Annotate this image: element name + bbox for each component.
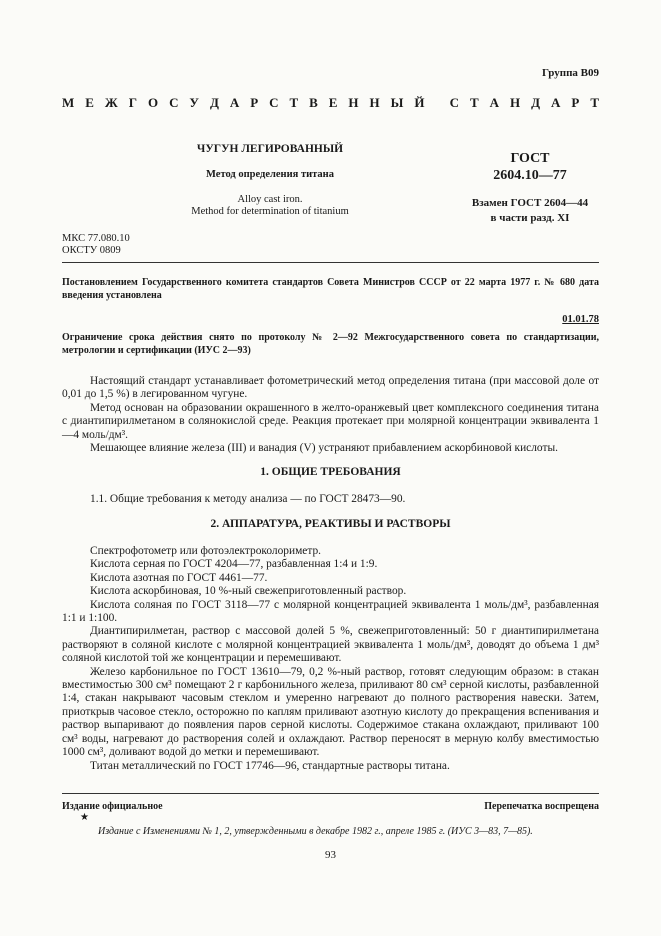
- standard-title-letter: Т: [289, 95, 299, 110]
- standard-title-letter: У: [189, 95, 199, 110]
- official-edition-label: Издание официальное: [62, 801, 163, 812]
- group-code: Группа В09: [541, 67, 599, 79]
- standard-title-letter: Д: [531, 95, 541, 110]
- intro-paragraph: Мешающее влияние железа (III) и ванадия (V) устраняют прибавлением аскорбиновой кислоты.: [90, 442, 558, 455]
- standard-title-letter: Е: [85, 95, 94, 110]
- title-block: [140, 143, 400, 218]
- edition-note: Издание с Изменениями № 1, 2, утвержденными в декабре 1982 г., апреле 1985 г. (ИУС 3—83, 7—85).: [98, 826, 533, 837]
- section2-item: Диантипирилметан, раствор с массовой долей 5 %, свежеприготовленный: 50 г диантипирилметана растворяют в соляной кислоте с молярной концентрацией эквивалента 1 моль/дм³, доводят до объема 1 дм³ соляной кислотой той же концентрации и перемешивают.: [62, 625, 599, 665]
- standard-title-letter: С: [449, 95, 460, 110]
- section1-text: [62, 493, 599, 506]
- star-icon: ★: [80, 812, 89, 823]
- standard-title-letter: В: [309, 95, 318, 110]
- standard-title-letter: Ж: [104, 95, 118, 110]
- standard-title-letter: Т: [590, 95, 599, 110]
- standard-title-letter: [435, 95, 438, 111]
- section1-heading: 1. ОБЩИЕ ТРЕБОВАНИЯ: [260, 466, 401, 478]
- section2-list: [62, 545, 599, 773]
- standard-title-letter: Т: [470, 95, 479, 110]
- standard-title-letter: М: [62, 95, 75, 110]
- standard-title: [62, 95, 599, 111]
- footer-divider: [62, 793, 599, 794]
- standard-title-letter: С: [169, 95, 179, 110]
- gost-number: 2604.10—77: [493, 168, 567, 183]
- gost-block: [430, 150, 630, 226]
- intro-section: [62, 375, 599, 455]
- standard-title-letter: А: [489, 95, 500, 110]
- standard-title-letter: Г: [128, 95, 137, 110]
- intro-paragraph: Метод основан на образовании окрашенного в желто-оранжевый цвет комплексного соединения титана с диантипирилметаном в солянокислой среде. Реакция протекает при молярной концентрации эквивалента 1—4 моль/дм³.: [62, 401, 599, 441]
- header-divider: [62, 262, 599, 263]
- english-title-line2: Method for determination of titanium: [191, 206, 349, 217]
- standard-title-letter: Р: [571, 95, 580, 110]
- standard-title-letter: А: [229, 95, 240, 110]
- standard-title-letter: Й: [414, 95, 425, 110]
- standard-title-letter: Ы: [390, 95, 404, 110]
- standard-title-letter: Н: [510, 95, 521, 110]
- intro-paragraph: Настоящий стандарт устанавливает фотометрический метод определения титана (при массовой доле от 0,01 до 1,5 %) в легированном чугуне.: [62, 375, 599, 401]
- decree-text: Постановлением Государственного комитета стандартов Совета Министров СССР от 22 марта 1977 г. № 680 дата введения установлена: [62, 277, 599, 301]
- classification-codes: [62, 233, 130, 257]
- section1-paragraph: 1.1. Общие требования к методу анализа — по ГОСТ 28473—90.: [90, 493, 406, 505]
- standard-title-letter: Н: [348, 95, 359, 110]
- section2-item: Титан металлический по ГОСТ 17746—96, стандартные растворы титана.: [90, 759, 450, 772]
- page-number: 93: [325, 849, 336, 861]
- standard-title-letter: О: [147, 95, 159, 110]
- limitation-text: Ограничение срока действия снято по протоколу № 2—92 Межгосударственного совета по стандартизации, метрологии и сертификации (ИУС 2—93): [62, 332, 599, 356]
- document-title: ЧУГУН ЛЕГИРОВАННЫЙ: [196, 143, 344, 155]
- standard-title-letter: Е: [328, 95, 338, 110]
- okstu-code: ОКСТУ 0809: [62, 245, 121, 256]
- reprint-prohibited-label: Перепечатка воспрещена: [484, 801, 599, 812]
- standard-title-letter: Н: [369, 95, 380, 110]
- section2-item: Кислота серная по ГОСТ 4204—77, разбавленная 1:4 и 1:9.: [90, 558, 378, 571]
- english-title-line1: Alloy cast iron.: [237, 194, 303, 205]
- section2-item: Спектрофотометр или фотоэлектроколориметр.: [90, 545, 322, 557]
- section2-item: Кислота аскорбиновая, 10 %-ный свежеприготовленный раствор.: [90, 585, 407, 598]
- mks-code: МКС 77.080.10: [62, 233, 130, 244]
- replaces-line1: Взамен ГОСТ 2604—44: [471, 197, 589, 209]
- standard-title-letter: А: [551, 95, 561, 110]
- replaces-line2: в части разд. XI: [490, 212, 570, 224]
- standard-title-letter: С: [269, 95, 279, 110]
- standard-title-letter: Р: [250, 95, 259, 110]
- section2-heading: 2. АППАРАТУРА, РЕАКТИВЫ И РАСТВОРЫ: [210, 518, 451, 530]
- section2-item: Кислота соляная по ГОСТ 3118—77 с молярной концентрацией эквивалента 1 моль/дм³, разбавленная 1:1 и 1:100.: [62, 598, 599, 625]
- section2-item: Кислота азотная по ГОСТ 4461—77.: [90, 571, 268, 584]
- effective-date: 01.01.78: [562, 314, 599, 325]
- gost-label: ГОСТ: [510, 151, 550, 166]
- method-title: Метод определения титана: [206, 169, 334, 180]
- standard-title-letter: Д: [209, 95, 219, 110]
- section2-item: Железо карбонильное по ГОСТ 13610—79, 0,2 %-ный раствор, готовят следующим образом: в стакан вместимостью 300 см³ помещают 2 г карбонильного железа, приливают 80 см³ серной кислоты, разбавленной 1:4, стакан накрывают часовым стеклом и умеренно нагревают до полного растворения навески. Затем, приоткрыв часовое стекло, осторожно по каплям приливают азотную кислоту до прекращения вспенивания и раствор выпаривают до появления паров серной кислоты. Содержимое стакана охлаждают, приливают 100 см³ воды, нагревают до растворения солей и охлаждают. Раствор переносят в мерную колбу вместимостью 1000 см³, доливают водой до метки и перемешивают.: [62, 665, 599, 759]
